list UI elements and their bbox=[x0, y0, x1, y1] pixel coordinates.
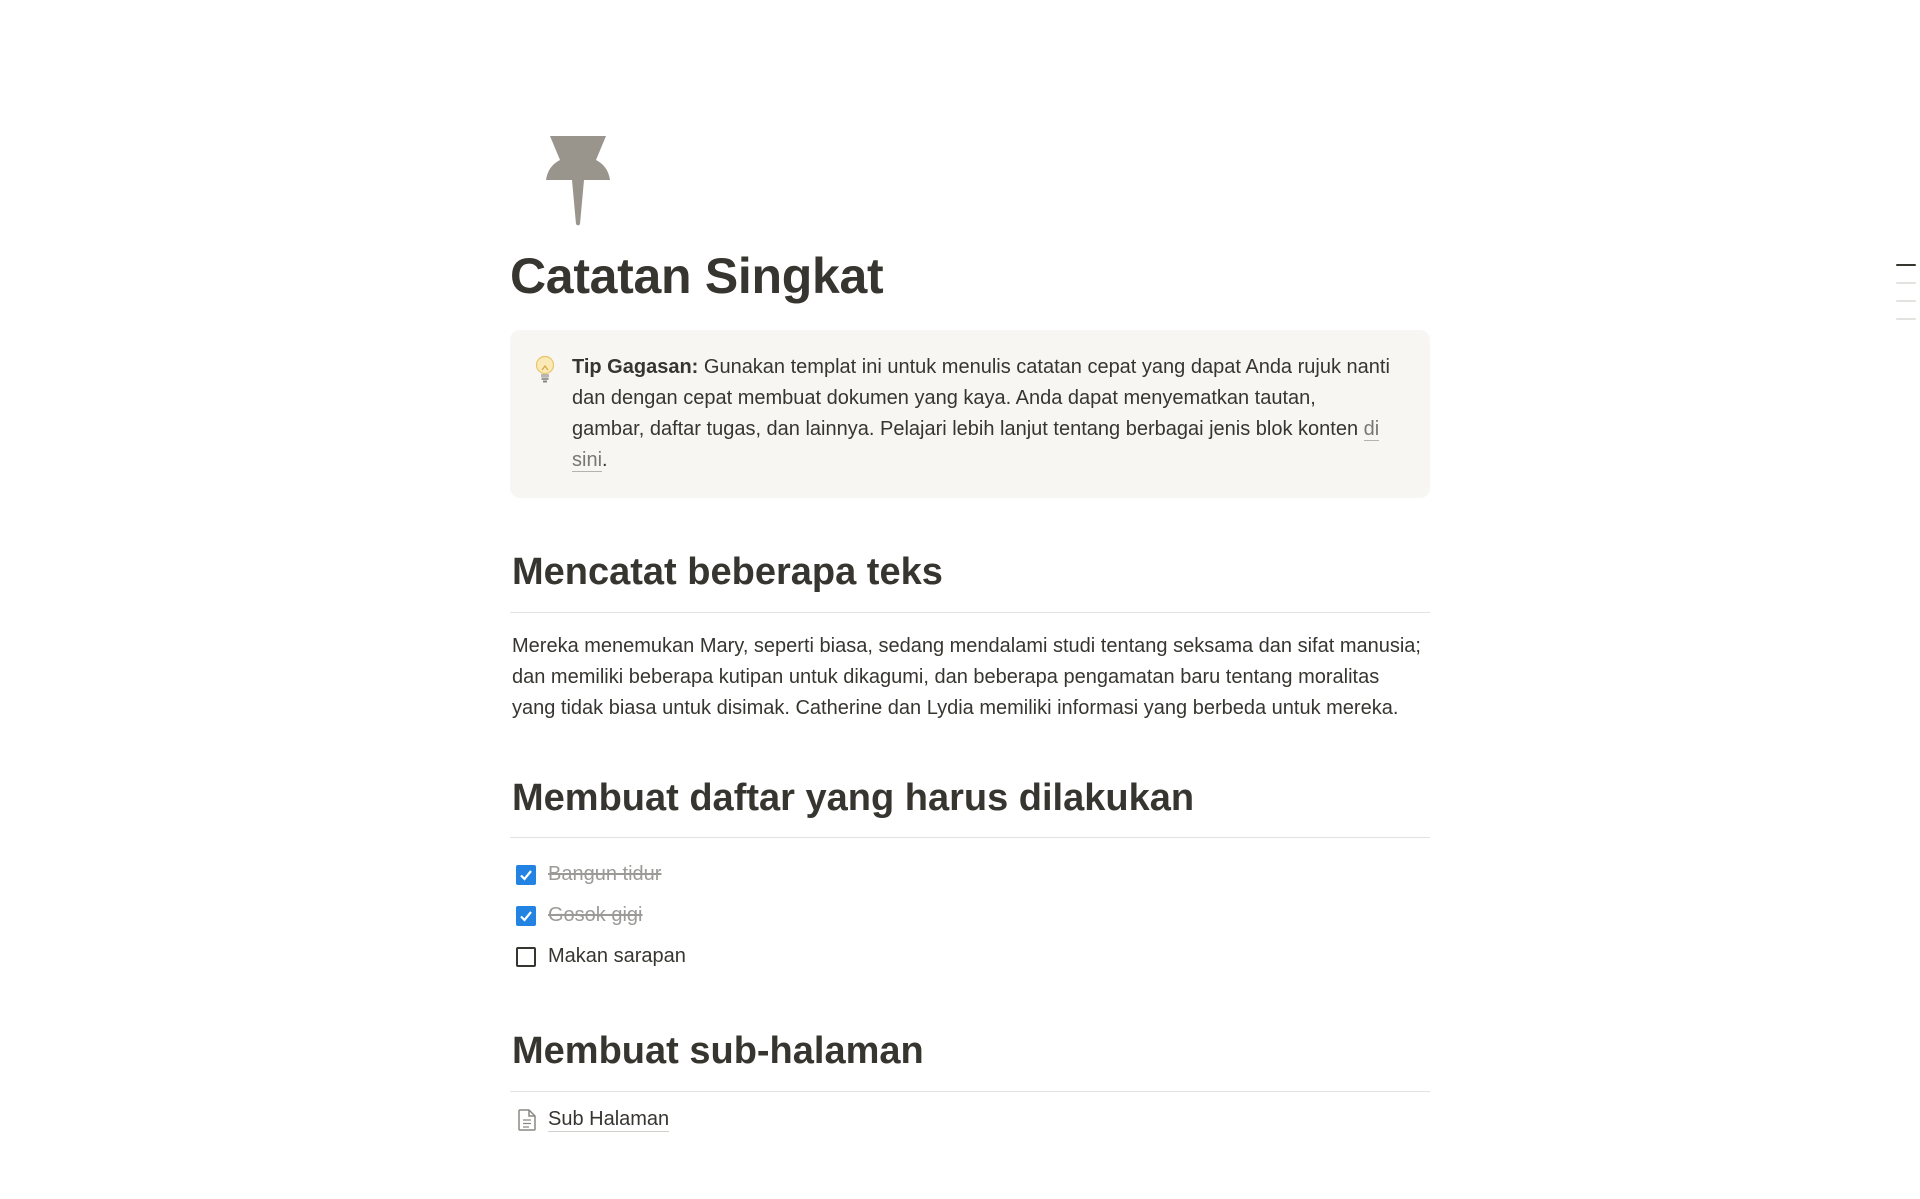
checkbox-checked[interactable] bbox=[516, 865, 536, 885]
text-paragraph[interactable]: Mereka menemukan Mary, seperti biasa, sedang mendalami studi tentang seksama dan sifat manusia; dan memiliki beberapa kutipan untuk dikagumi, dan beberapa pengamatan baru tentang moralitas yang tidak biasa untuk disimak. Catherine dan Lydia memiliki informasi yang berbeda untuk mereka. bbox=[512, 634, 1421, 719]
subpage-label: Sub Halaman bbox=[548, 1108, 670, 1131]
pushpin-icon[interactable] bbox=[528, 128, 628, 228]
todo-list bbox=[510, 854, 1430, 977]
heading-subpage-section[interactable]: Membuat sub-halaman bbox=[510, 1029, 1430, 1092]
lightbulb-icon bbox=[534, 355, 560, 390]
checkbox-unchecked[interactable] bbox=[516, 947, 536, 967]
callout-label: Tip Gagasan: bbox=[572, 356, 699, 378]
page-content bbox=[510, 128, 1430, 1136]
heading-text-section[interactable]: Mencatat beberapa teks bbox=[510, 550, 1430, 613]
document-icon bbox=[516, 1108, 538, 1132]
page-title[interactable]: Catatan Singkat bbox=[510, 248, 884, 304]
toc-marker[interactable] bbox=[1896, 282, 1916, 284]
heading-todo-section[interactable]: Membuat daftar yang harus dilakukan bbox=[510, 776, 1430, 839]
callout-text bbox=[572, 352, 1392, 476]
todo-label[interactable]: Gosok gigi bbox=[548, 904, 643, 927]
toc-marker[interactable] bbox=[1896, 264, 1916, 266]
todo-item bbox=[510, 895, 1430, 936]
todo-label[interactable]: Bangun tidur bbox=[548, 863, 662, 886]
tip-callout bbox=[510, 330, 1430, 498]
subpage-link[interactable] bbox=[510, 1104, 1430, 1136]
table-of-contents-indicator[interactable] bbox=[1896, 264, 1916, 336]
content-blocks-link[interactable]: di sini bbox=[572, 418, 1380, 471]
toc-marker[interactable] bbox=[1896, 300, 1916, 302]
todo-item bbox=[510, 854, 1430, 895]
checkbox-checked[interactable] bbox=[516, 906, 536, 926]
toc-marker[interactable] bbox=[1896, 318, 1916, 320]
todo-label[interactable]: Makan sarapan bbox=[548, 945, 686, 968]
callout-body: Gunakan templat ini untuk menulis catatan cepat yang dapat Anda rujuk nanti dan dengan cepat membuat dokumen yang kaya. Anda dapat menyematkan tautan, gambar, daftar tugas, dan lainnya. Pelajari lebih lanjut tentang berbagai jenis blok konten bbox=[572, 356, 1390, 440]
callout-suffix: . bbox=[602, 449, 608, 471]
todo-item bbox=[510, 936, 1430, 977]
